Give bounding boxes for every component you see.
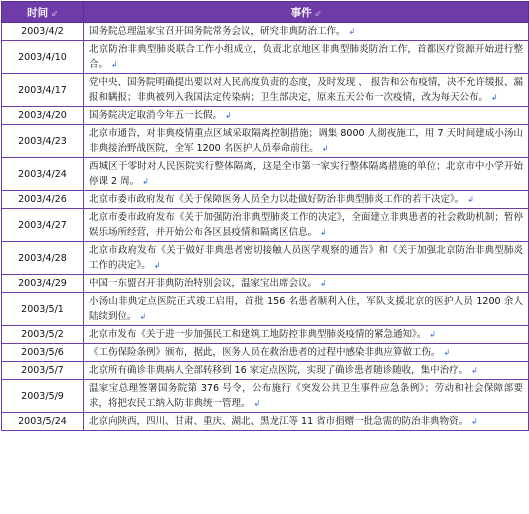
row-event-text: 中国一东盟召开非典防治特别会议，温家宝出席会议。	[89, 278, 318, 289]
row-date: 2003/5/7	[2, 362, 84, 380]
table-row	[2, 125, 529, 158]
row-date: 2003/5/24	[2, 413, 84, 431]
row-date: 2003/4/20	[2, 107, 84, 125]
table-row	[2, 413, 529, 431]
return-arrow-icon: ↲	[467, 195, 474, 204]
table-row	[2, 158, 529, 191]
row-event-text: 《工伤保险条例》颁布，据此，医务人员在救治患者的过程中感染非典应算做工伤。	[89, 347, 441, 358]
table-row	[2, 326, 529, 344]
table-row	[2, 275, 529, 293]
row-event-text: 北京向陕西，四川、甘肃、重庆、湖北、黑龙江等 11 省市捐赠一批急需的防治非典物资。	[89, 416, 469, 427]
table-row	[2, 191, 529, 209]
row-event-text: 北京市政府发布《关于做好非典患者密切接触人员医学观察的通告》和《关于加强北京防治非典型肺炎工作的决定》。	[89, 245, 523, 271]
row-date: 2003/4/27	[2, 209, 84, 242]
row-event-text: 北京所有确诊非典病人全部转移到 16 家定点医院，实现了确诊患者随诊随收，集中治疗。	[89, 365, 469, 376]
row-event	[84, 275, 529, 293]
return-arrow-icon: ↲	[471, 366, 478, 375]
row-event	[84, 362, 529, 380]
row-event-text: 党中央、国务院明确提出要以对人民高度负责的态度，及时发现 、 报告和公布疫情，决不允许缓报、漏报和瞒报；非典被列入我国法定传染病；卫生部决定，原来五天公布一次疫情，改为每天公布。	[89, 77, 523, 103]
row-date: 2003/5/6	[2, 344, 84, 362]
row-event-text: 西城区于零时对人民医院实行整体隔离，这是全市第一家实行整体隔离措施的单位；北京市中小学开始停课 2 周。	[89, 161, 523, 187]
row-event	[84, 107, 529, 125]
row-date: 2003/5/2	[2, 326, 84, 344]
row-event	[84, 191, 529, 209]
row-event-text: 北京市通告，对非典疫情重点区域采取隔离控制措施；调集 8000 人彻夜施工，用 7 天时间建成小汤山非典接治野战医院，全军 1200 名医护人员奉命前往。	[89, 128, 523, 154]
row-date: 2003/4/29	[2, 275, 84, 293]
row-date: 2003/5/9	[2, 380, 84, 413]
row-event-text: 国务院决定取消今年五一长假。	[89, 110, 223, 121]
return-arrow-icon: ↲	[253, 399, 261, 408]
row-event-text: 温家宝总理签署国务院第 376 号令，公布施行《突发公共卫生事件应急条例》；劳动和社会保障部要求，将把农民工纳入防非典统一管理。	[89, 383, 523, 409]
return-arrow-icon: ↲	[225, 111, 232, 120]
return-arrow-icon: ↲	[139, 312, 147, 321]
row-event	[84, 344, 529, 362]
table-header-row	[2, 2, 529, 23]
return-arrow-icon: ↲	[348, 27, 356, 36]
row-event-text: 北京市委市政府发布《关于保障医务人员全力以赴做好防治非典型肺炎工作的若干决定》。	[89, 194, 465, 205]
header-event: 事件 ⬃	[84, 2, 529, 23]
table-row	[2, 209, 529, 242]
table-row	[2, 107, 529, 125]
row-event-text: 北京市委市政府发布《关于加强防治非典型肺炎工作的决定》，全面建立非典患者的社会救助机制；暂停娱乐场所经营，并开始公布各区县疫情和隔离区信息。	[89, 212, 523, 238]
edit-mark-icon: ⬃	[314, 8, 322, 18]
row-date: 2003/4/26	[2, 191, 84, 209]
header-date: 时间 ⬃	[2, 2, 84, 23]
row-date: 2003/4/2	[2, 23, 84, 41]
table-row	[2, 362, 529, 380]
return-arrow-icon: ↲	[429, 330, 436, 339]
row-date: 2003/4/28	[2, 242, 84, 275]
row-date: 2003/4/17	[2, 74, 84, 107]
row-event	[84, 23, 529, 41]
sars-timeline-table	[1, 1, 529, 431]
table-row	[2, 380, 529, 413]
return-arrow-icon: ↲	[320, 279, 327, 288]
return-arrow-icon: ↲	[153, 261, 161, 270]
return-arrow-icon: ↲	[471, 417, 478, 426]
table-row	[2, 242, 529, 275]
row-event-text: 国务院总理温家宝召开国务院常务会议，研究非典防治工作。	[89, 26, 346, 37]
row-event	[84, 74, 529, 107]
return-arrow-icon: ↲	[111, 60, 118, 69]
return-arrow-icon: ↲	[142, 177, 149, 186]
row-date: 2003/5/1	[2, 293, 84, 326]
row-date: 2003/4/10	[2, 41, 84, 74]
row-event-text: 小汤山非典定点医院正式竣工启用，首批 156 名患者顺利入住，军队支援北京的医护人员 1200 余人陆续到位。	[89, 296, 523, 322]
row-date: 2003/4/24	[2, 158, 84, 191]
return-arrow-icon: ↲	[491, 93, 498, 102]
table-row	[2, 23, 529, 41]
return-arrow-icon: ↲	[321, 144, 329, 153]
row-event	[84, 413, 529, 431]
table-row	[2, 74, 529, 107]
table-row	[2, 41, 529, 74]
row-event	[84, 380, 529, 413]
row-date: 2003/4/23	[2, 125, 84, 158]
return-arrow-icon: ↲	[443, 348, 451, 357]
row-event	[84, 158, 529, 191]
row-event	[84, 209, 529, 242]
table-row	[2, 344, 529, 362]
row-event	[84, 41, 529, 74]
row-event	[84, 293, 529, 326]
return-arrow-icon: ↲	[320, 228, 327, 237]
row-event	[84, 326, 529, 344]
row-event	[84, 242, 529, 275]
row-event-text: 北京市发布《关于进一步加强民工和建筑工地防控非典型肺炎疫情的紧急通知》。	[89, 329, 427, 340]
edit-mark-icon: ⬃	[51, 8, 58, 18]
table-row	[2, 293, 529, 326]
row-event	[84, 125, 529, 158]
row-event-text: 北京防治非典型肺炎联合工作小组成立，负责北京地区非典型肺炎防治工作，首都医疗资源开始进行整合。	[89, 44, 523, 70]
